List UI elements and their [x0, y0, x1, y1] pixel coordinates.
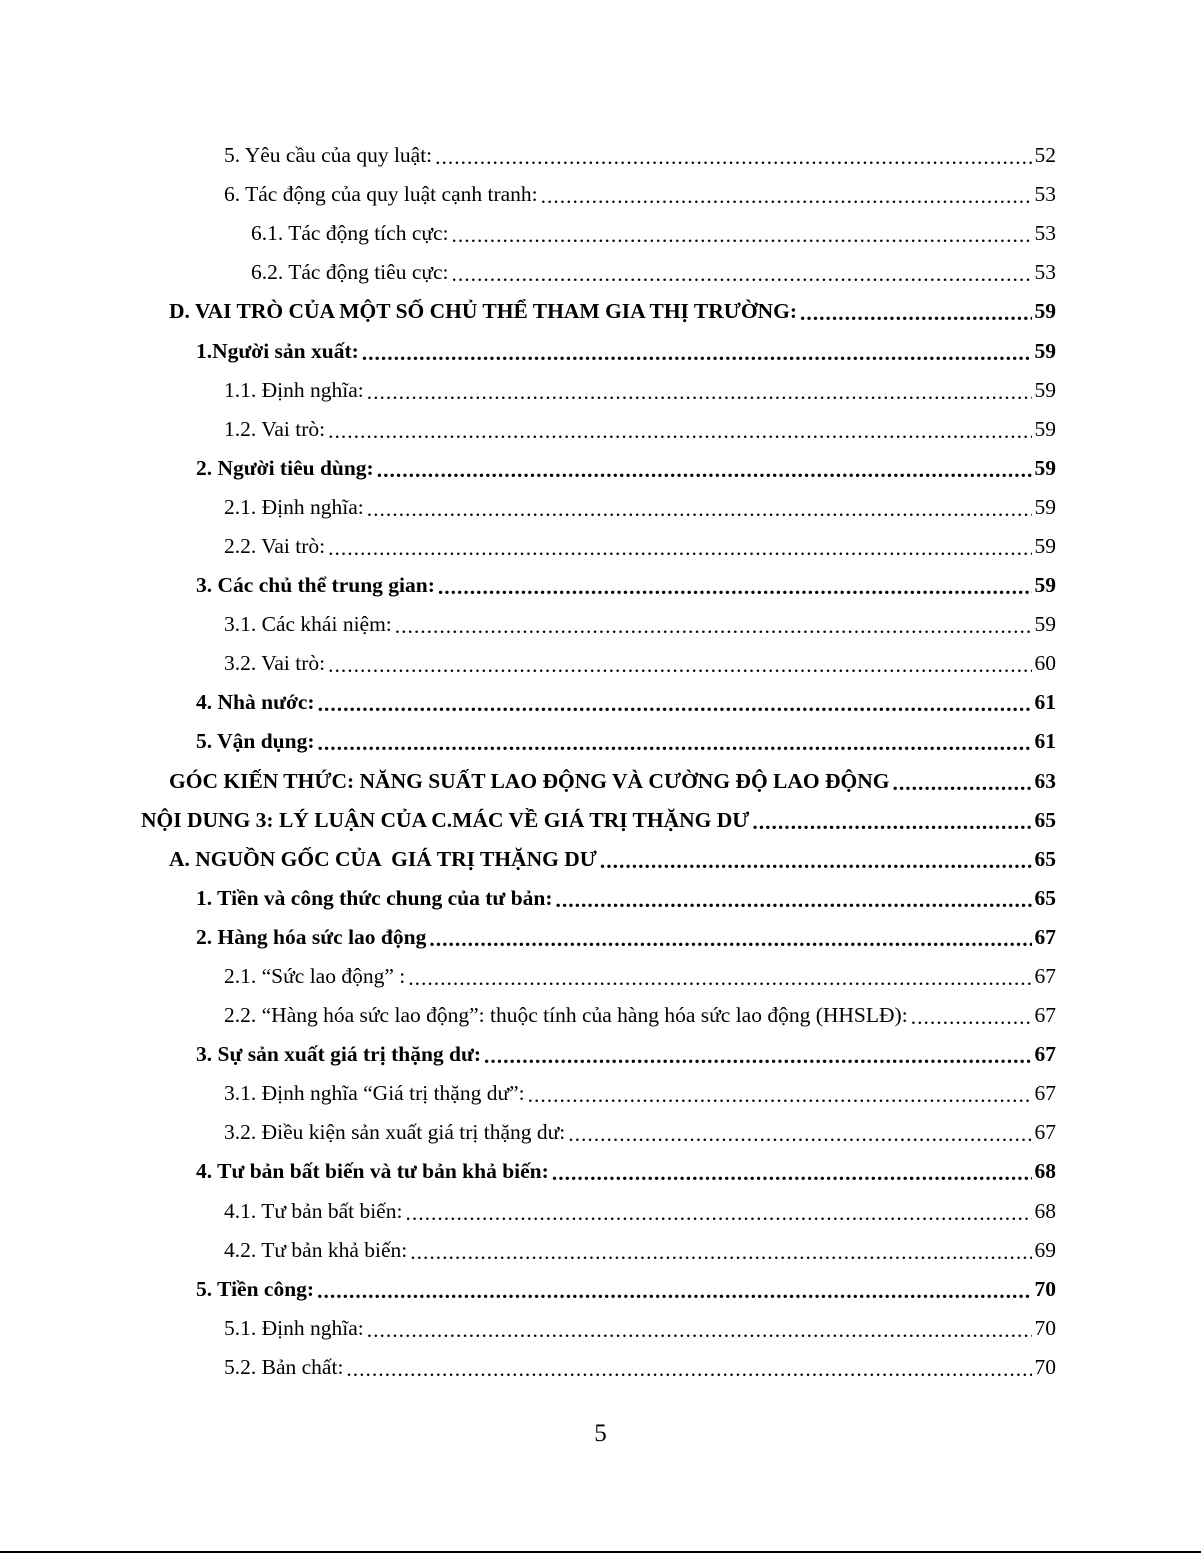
toc-entry-page: 68: [1034, 1198, 1056, 1223]
toc-entry-page: 59: [1034, 416, 1056, 441]
toc-dot-leader: [452, 223, 1032, 248]
toc-entry-title: 6. Tác động của quy luật cạnh tranh:: [224, 182, 538, 207]
toc-dot-leader: [528, 1083, 1032, 1108]
toc-entry[interactable]: [0, 1192, 1201, 1231]
toc-entry-title: 2.1. “Sức lao động” :: [224, 964, 406, 989]
page-bottom-border: [0, 1551, 1201, 1553]
toc-entry[interactable]: [0, 918, 1201, 957]
toc-dot-leader: [568, 1122, 1031, 1147]
toc-entry-title: 3. Các chủ thể trung gian:: [196, 573, 435, 598]
toc-entry[interactable]: [0, 566, 1201, 605]
toc-entry[interactable]: [0, 996, 1201, 1035]
toc-entry[interactable]: [0, 253, 1201, 292]
toc-entry-page: 53: [1034, 260, 1056, 285]
toc-dot-leader: [410, 1240, 1031, 1265]
toc-entry-page: 70: [1034, 1354, 1056, 1379]
toc-entry[interactable]: [0, 1231, 1201, 1270]
toc-entry-page: 59: [1034, 455, 1056, 480]
toc-dot-leader: [552, 1161, 1032, 1186]
toc-entry-page: 67: [1034, 964, 1056, 989]
toc-entry[interactable]: [0, 410, 1201, 449]
toc-entry[interactable]: [0, 801, 1201, 840]
toc-entry[interactable]: [0, 1309, 1201, 1348]
toc-entry-title: 4.2. Tư bản khả biến:: [224, 1237, 408, 1262]
toc-entry-page: 67: [1034, 1120, 1056, 1145]
toc-entry[interactable]: [0, 840, 1201, 879]
toc-dot-leader: [452, 262, 1032, 287]
toc-entry[interactable]: [0, 214, 1201, 253]
toc-entry-page: 70: [1034, 1315, 1056, 1340]
toc-entry[interactable]: [0, 331, 1201, 370]
toc-entry-title: 5. Yêu cầu của quy luật:: [224, 143, 433, 168]
toc-entry[interactable]: [0, 1074, 1201, 1113]
toc-entry-title: 6.2. Tác động tiêu cực:: [251, 260, 449, 285]
toc-entry[interactable]: [0, 292, 1201, 331]
toc-entry[interactable]: [0, 1270, 1201, 1309]
toc-entry-title: NỘI DUNG 3: LÝ LUẬN CỦA C.MÁC VỀ GIÁ TRỊ THẶNG DƯ: [141, 807, 750, 832]
toc-entry-title: 2. Hàng hóa sức lao động: [196, 924, 427, 949]
toc-entry-page: 53: [1034, 182, 1056, 207]
toc-entry-page: 59: [1034, 573, 1056, 598]
toc-entry-title: 3.2. Vai trò:: [224, 651, 326, 676]
toc-entry[interactable]: [0, 644, 1201, 683]
toc-dot-leader: [800, 301, 1031, 326]
toc-entry-page: 67: [1034, 1003, 1056, 1028]
toc-entry-title: 5.2. Bản chất:: [224, 1354, 344, 1379]
toc-entry-page: 65: [1034, 885, 1056, 910]
toc-dot-leader: [318, 731, 1032, 756]
toc-entry-page: 59: [1034, 377, 1056, 402]
toc-entry-title: 1.1. Định nghĩa:: [224, 377, 364, 402]
toc-entry-page: 65: [1034, 807, 1056, 832]
toc-entry-page: 53: [1034, 221, 1056, 246]
toc-entry-title: 2.1. Định nghĩa:: [224, 494, 364, 519]
toc-entry-title: 3. Sự sản xuất giá trị thặng dư:: [196, 1042, 482, 1067]
toc-dot-leader: [438, 575, 1032, 600]
toc-entry-title: 4. Tư bản bất biến và tư bản khả biến:: [196, 1159, 549, 1184]
toc-entry-page: 70: [1034, 1276, 1056, 1301]
toc-entry-page: 69: [1034, 1237, 1056, 1262]
toc-entry-page: 60: [1034, 651, 1056, 676]
toc-entry-title: 3.1. Các khái niệm:: [224, 612, 392, 637]
table-of-contents: [0, 136, 1201, 1387]
toc-dot-leader: [429, 927, 1031, 952]
toc-entry-page: 63: [1034, 768, 1056, 793]
toc-dot-leader: [377, 458, 1032, 483]
toc-entry-page: 68: [1034, 1159, 1056, 1184]
toc-entry-page: 59: [1034, 338, 1056, 363]
toc-entry[interactable]: [0, 488, 1201, 527]
toc-dot-leader: [600, 849, 1032, 874]
toc-entry[interactable]: [0, 1113, 1201, 1152]
toc-entry[interactable]: [0, 722, 1201, 761]
toc-dot-leader: [367, 380, 1032, 405]
toc-entry[interactable]: [0, 957, 1201, 996]
toc-entry[interactable]: [0, 136, 1201, 175]
toc-dot-leader: [395, 614, 1032, 639]
toc-dot-leader: [893, 771, 1032, 796]
toc-entry-title: 5. Vận dụng:: [196, 729, 315, 754]
toc-dot-leader: [318, 692, 1032, 717]
toc-entry[interactable]: [0, 449, 1201, 488]
toc-entry-page: 61: [1034, 729, 1056, 754]
toc-dot-leader: [367, 497, 1032, 522]
toc-entry-title: 3.1. Định nghĩa “Giá trị thặng dư”:: [224, 1081, 525, 1106]
toc-dot-leader: [362, 341, 1032, 366]
toc-dot-leader: [328, 653, 1031, 678]
toc-entry-page: 61: [1034, 690, 1056, 715]
toc-entry-title: D. VAI TRÒ CỦA MỘT SỐ CHỦ THỂ THAM GIA THỊ TRƯỜNG:: [169, 299, 798, 324]
toc-entry-page: 67: [1034, 924, 1056, 949]
toc-entry[interactable]: [0, 683, 1201, 722]
toc-entry-title: A. NGUỒN GỐC CỦA GIÁ TRỊ THẶNG DƯ: [169, 846, 597, 871]
toc-entry-title: 1.Người sản xuất:: [196, 338, 359, 363]
toc-entry[interactable]: [0, 762, 1201, 801]
toc-entry-title: 6.1. Tác động tích cực:: [251, 221, 449, 246]
toc-entry-title: 2.2. “Hàng hóa sức lao động”: thuộc tính của hàng hóa sức lao động (HHSLĐ):: [224, 1003, 908, 1028]
toc-entry-page: 59: [1034, 299, 1056, 324]
toc-dot-leader: [408, 966, 1031, 991]
toc-entry[interactable]: [0, 1152, 1201, 1191]
toc-dot-leader: [541, 184, 1032, 209]
toc-entry-page: 67: [1034, 1081, 1056, 1106]
toc-dot-leader: [328, 536, 1031, 561]
toc-entry-title: GÓC KIẾN THỨC: NĂNG SUẤT LAO ĐỘNG VÀ CƯỜNG ĐỘ LAO ĐỘNG: [169, 768, 890, 793]
toc-dot-leader: [911, 1005, 1032, 1030]
toc-entry[interactable]: [0, 1348, 1201, 1387]
toc-entry-page: 67: [1034, 1042, 1056, 1067]
toc-dot-leader: [346, 1357, 1031, 1382]
toc-dot-leader: [405, 1201, 1031, 1226]
toc-entry-title: 2.2. Vai trò:: [224, 533, 326, 558]
toc-dot-leader: [435, 145, 1031, 170]
toc-entry-title: 3.2. Điều kiện sản xuất giá trị thặng dư:: [224, 1120, 566, 1145]
toc-entry-page: 59: [1034, 612, 1056, 637]
toc-entry-page: 59: [1034, 533, 1056, 558]
toc-entry-title: 1. Tiền và công thức chung của tư bản:: [196, 885, 553, 910]
toc-entry-title: 5. Tiền công:: [196, 1276, 315, 1301]
toc-entry[interactable]: [0, 1035, 1201, 1074]
toc-entry-title: 2. Người tiêu dùng:: [196, 455, 374, 480]
toc-entry-page: 52: [1034, 143, 1056, 168]
toc-entry[interactable]: [0, 175, 1201, 214]
toc-entry[interactable]: [0, 879, 1201, 918]
toc-entry-title: 4. Nhà nước:: [196, 690, 315, 715]
toc-dot-leader: [317, 1279, 1031, 1304]
toc-entry[interactable]: [0, 527, 1201, 566]
toc-entry-page: 59: [1034, 494, 1056, 519]
toc-dot-leader: [752, 810, 1031, 835]
toc-dot-leader: [484, 1044, 1031, 1069]
toc-dot-leader: [556, 888, 1032, 913]
toc-dot-leader: [328, 419, 1031, 444]
toc-entry-title: 4.1. Tư bản bất biến:: [224, 1198, 403, 1223]
toc-entry-title: 1.2. Vai trò:: [224, 416, 326, 441]
toc-dot-leader: [367, 1318, 1032, 1343]
toc-entry[interactable]: [0, 371, 1201, 410]
toc-entry-title: 5.1. Định nghĩa:: [224, 1315, 364, 1340]
toc-entry-page: 65: [1034, 846, 1056, 871]
toc-entry[interactable]: [0, 605, 1201, 644]
page-number: 5: [594, 1420, 607, 1447]
